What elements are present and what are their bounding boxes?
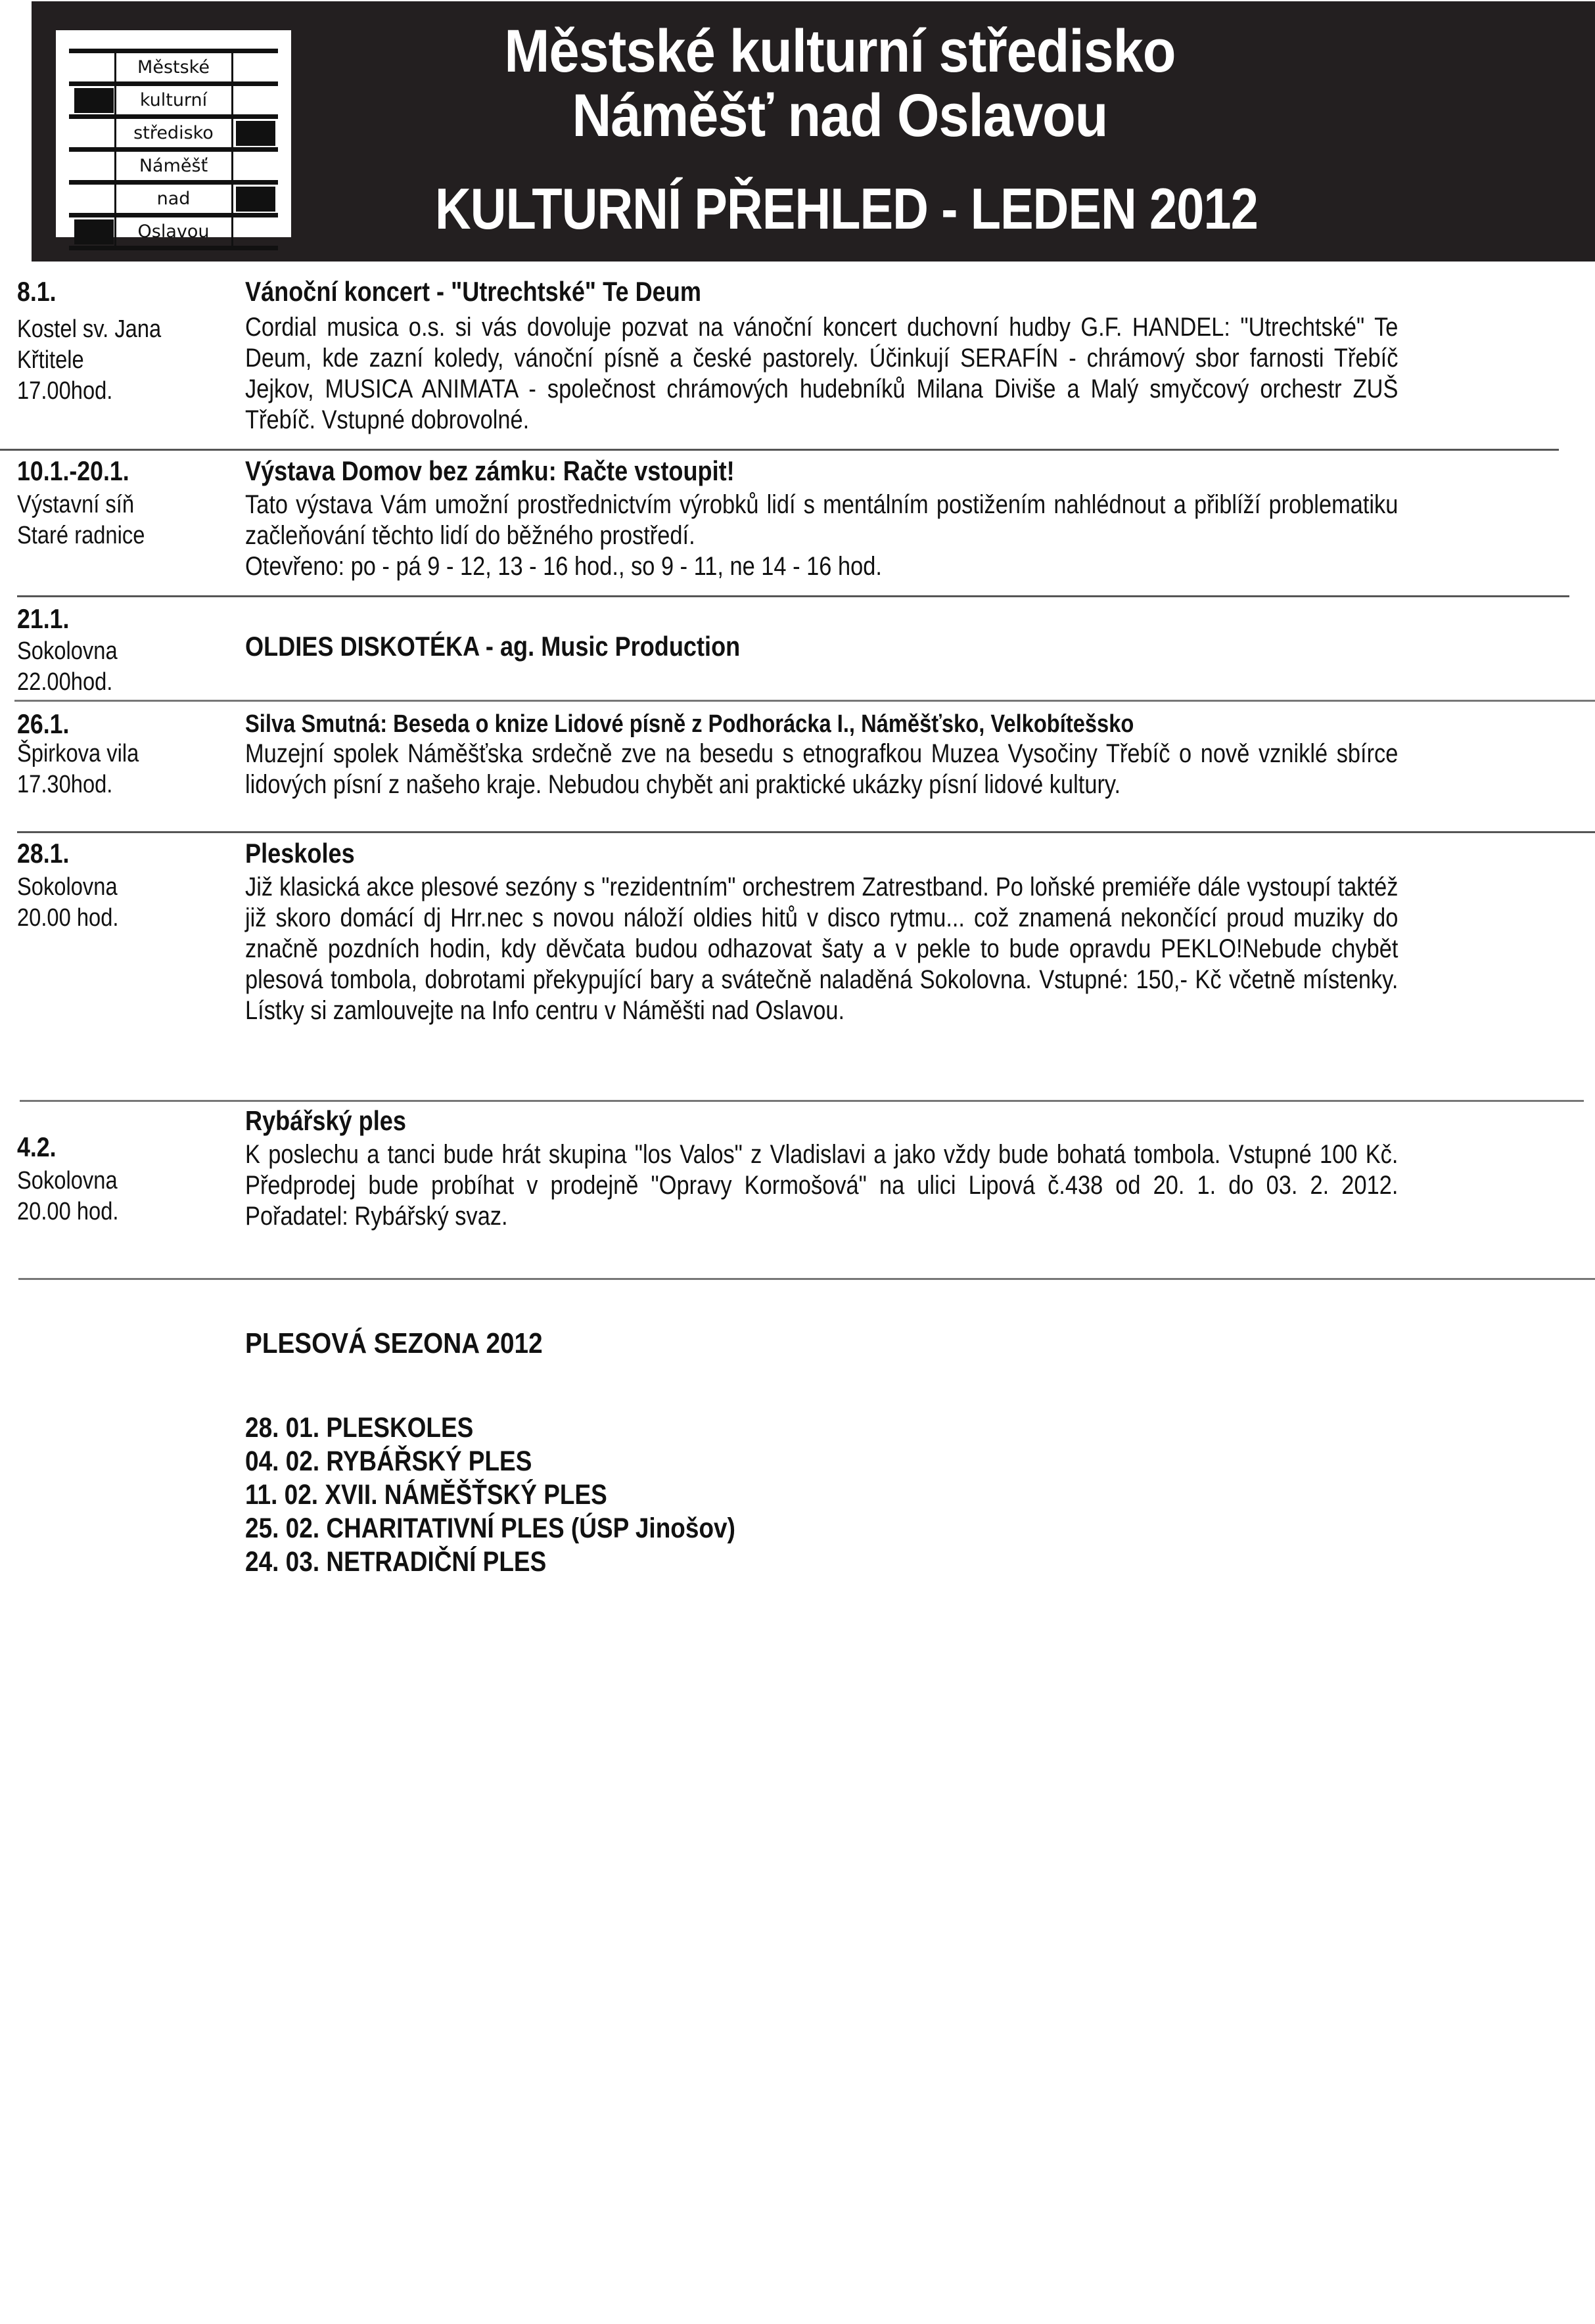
logo xyxy=(56,30,291,242)
event-place: Sokolovna 22.00hod. xyxy=(17,637,118,696)
event-description xyxy=(245,1139,1398,1232)
event-opening-hours: Otevřeno: po - pá 9 - 12, 13 - 16 hod., so 9 - 11, ne 14 - 16 hod. xyxy=(245,552,882,581)
logo-text: nad xyxy=(114,185,233,213)
header-banner xyxy=(32,1,1595,262)
event-place: Sokolovna 20.00 hod. xyxy=(17,1167,119,1225)
page-title-line2: Náměšť nad Oslavou xyxy=(572,82,1108,149)
ball-list-item: 24. 03. NETRADIČNÍ PLES xyxy=(245,1546,547,1578)
logo-text: Městské xyxy=(114,53,233,81)
logo-row xyxy=(69,147,278,180)
logo-block xyxy=(236,187,275,212)
logo-row xyxy=(69,114,278,147)
event-paragraph: Cordial musica o.s. si vás dovoluje pozvat na vánoční koncert duchovní hudby G.F. HANDEL: "Utrechtské" Te Deum, kde zazní koledy, vánoční písně a české pastorely. Účinkují SERAFÍN - chrámový sbor farnosti Třebíč Jejkov, MUSICA ANIMATA - společnost chrámových hudebníků Milana Diviše a Malý smyčcový orchestr ZUŠ Třebíč. Vstupné dobrovolné. xyxy=(245,313,1399,434)
event-date: 10.1.-20.1. xyxy=(17,455,129,486)
logo-block xyxy=(74,219,114,244)
event-title: Pleskoles xyxy=(245,838,355,869)
event-paragraph: K poslechu a tanci bude hrát skupina "los Valos" z Vladislavi a jako vždy bude bohatá tombola. Vstupné 100 Kč. Předprodej bude probíhat v prodejně "Opravy Kormošová" na ulici Lipová č.438 od 20. 1. do 03. 2. 2012. Pořadatel: Rybářský svaz. xyxy=(245,1140,1399,1231)
event-description xyxy=(245,872,1398,1026)
event-description xyxy=(245,739,1398,800)
event-place: Výstavní síň Staré radnice xyxy=(17,491,145,549)
event-place: Kostel sv. Jana Křtitele 17.00hod. xyxy=(17,315,162,405)
event-date: 26.1. xyxy=(17,708,70,739)
event-title: OLDIES DISKOTÉKA - ag. Music Production xyxy=(245,631,741,662)
logo-text: Oslavou xyxy=(114,217,233,246)
page-subtitle: KULTURNÍ PŘEHLED - LEDEN 2012 xyxy=(435,176,1258,241)
event-paragraph: Již klasická akce plesové sezóny s "rezidentním" orchestrem Zatrestband. Po loňské premiéře dále vystoupí taktéž již skoro domácí dj Hrr.nec s novou náloží oldies hitů v disco rytmu... což znamená nekončící proud muziky do značně pozdních hodin, kdy děvčata budou odhazovat šaty a v pekle to bude opravdu PEKLO!Nebude chybět plesová tombola, dobrotami překypující bary a svátečně naladěná Sokolovna. Vstupné: 150,- Kč včetně místenky. Lístky si zamlouvejte na Info centru v Náměšti nad Oslavou. xyxy=(245,873,1399,1025)
event-title: Silva Smutná: Beseda o knize Lidové písně z Podhorácka I., Náměšťsko, Velkobítešsko xyxy=(245,710,1134,738)
ball-list-item: 25. 02. CHARITATIVNÍ PLES (ÚSP Jinošov) xyxy=(245,1513,735,1544)
logo-text: kulturní xyxy=(114,86,233,114)
event-date: 28.1. xyxy=(17,838,70,869)
logo-text: středisko xyxy=(114,119,233,147)
event-title: Vánoční koncert - "Utrechtské" Te Deum xyxy=(245,276,701,307)
ball-list-item: 11. 02. XVII. NÁMĚŠŤSKÝ PLES xyxy=(245,1479,607,1511)
event-place: Špirkova vila 17.30hod. xyxy=(17,740,139,798)
section-title: PLESOVÁ SEZONA 2012 xyxy=(245,1327,543,1359)
logo-block xyxy=(74,88,114,113)
event-date: 4.2. xyxy=(17,1131,57,1162)
logo-text: Náměšť xyxy=(114,152,233,180)
logo-row xyxy=(69,180,278,213)
divider xyxy=(17,595,1569,597)
event-paragraph: Muzejní spolek Náměšťska srdečně zve na besedu s etnografkou Muzea Vysočiny Třebíč o nově vzniklé sbírce lidových písní z našeho kraje. Nebudou chybět ani praktické ukázky písní lidové kultury. xyxy=(245,739,1399,799)
logo-row xyxy=(69,81,278,114)
ball-season-section xyxy=(245,1327,815,1579)
ball-list xyxy=(245,1411,815,1579)
divider xyxy=(14,700,1595,702)
divider xyxy=(18,1278,1595,1280)
page-title: Městské kulturní středisko xyxy=(504,18,1176,85)
event-description xyxy=(245,312,1398,436)
ball-list-item: 04. 02. RYBÁŘSKÝ PLES xyxy=(245,1446,532,1477)
logo-row xyxy=(69,49,278,81)
event-title: Výstava Domov bez zámku: Račte vstoupit! xyxy=(245,455,735,486)
event-description xyxy=(245,490,1398,582)
logo-row xyxy=(69,213,278,250)
ball-list-item: 28. 01. PLESKOLES xyxy=(245,1412,474,1444)
divider xyxy=(17,831,1595,833)
event-date: 21.1. xyxy=(17,603,70,634)
divider xyxy=(0,449,1559,451)
event-date: 8.1. xyxy=(17,276,57,307)
logo-block xyxy=(236,121,275,146)
event-place: Sokolovna 20.00 hod. xyxy=(17,873,119,932)
event-paragraph: Tato výstava Vám umožní prostřednictvím výrobků lidí s mentálním postižením nahlédnout a přiblíží problematiku začleňování těchto lidí do běžného prostředí. xyxy=(245,490,1399,550)
event-title: Rybářský ples xyxy=(245,1105,406,1136)
divider xyxy=(20,1100,1584,1102)
